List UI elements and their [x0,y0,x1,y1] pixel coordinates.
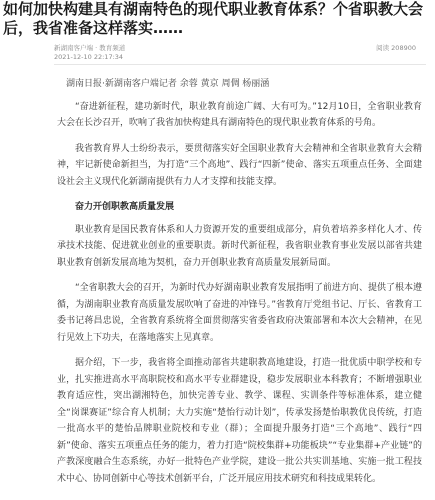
article-meta [54,44,426,61]
paragraph: 据介绍，下一步，我省将全面推动部省共建职教高地建设，打造一批优质中职学校和专业，扎实推进高水平高职院校和高水平专业群建设，稳步发展职业本科教育；不断增强职业教育适应性，突出湖湘特色，加快完善专业、教学、课程、实训条件等标准体系，建立健全“岗课赛证”综合育人机制；大力实施“楚怡行动计划”，传承发扬楚怡职教优良传统，打造一批高水平的楚怡品牌职业院校和专业（群）；全面提升服务打造“三个高地”、践行“四新”使命、落实五项重点任务的能力，着力打造“院校集群+功能板块”“专业集群+产业链”的产教深度融合生态系统，办好一批特色产业学院，建设一批公共实训基地、实施一批工程技术中心、协同创新中心等技术创新平台，广泛开展应用技术研究和科技成果转化。 [57,358,422,484]
view-count: 阅读 208900 [376,44,416,52]
paragraph: 我省教育界人士纷纷表示，要贯彻落实好全国职业教育大会精神和全省职业教育大会精神，牢记新使命新担当，为打造“三个高地”、践行“四新”使命、落实五项重点任务、全面建设社会主义现代化新湖南提供有力人才支撑和技能支撑。 [57,143,422,187]
divider [54,64,426,65]
article-body [57,76,422,496]
paragraph: 职业教育是国民教育体系和人力资源开发的重要组成部分，肩负着培养多样化人才、传承技术技能、促进就业创业的重要职责。新时代新征程，我省职业教育事业发展以部省共建职业教育创新发展高地为契机，奋力开创职业教育高质量发展新局面。 [57,224,422,268]
article-source: 新湖南客户端 · 教育频道 [54,44,126,52]
section-heading: 奋力开创职教高质量发展 [75,202,175,212]
article-title: 如何加快构建具有湖南特色的现代职业教育体系？个省职教大会后，我省准备这样落实…… [3,0,424,37]
paragraph: “全省职教大会的召开，为新时代办好湖南职业教育发展指明了前进方向、提供了根本遵循，为湖南职业教育高质量发展吹响了奋进的冲锋号。”省教育厅党组书记、厅长、省教育工委书记蒋昌忠说，全省教育系统将全面贯彻落实省委省政府决策部署和本次大会精神，在见行见效上下功夫，在落地落实上见真章。 [57,283,422,343]
publish-time: 2021-12-10 22:17:34 [54,53,124,61]
paragraph: “奋进新征程，建功新时代，职业教育前途广阔、大有可为。”12月10日，全省职业教育大会在长沙召开，吹响了我省加快构建具有湖南特色的现代职业教育体系的号角。 [57,101,422,128]
article-byline: 湖南日报·新湖南客户端记者 余蓉 黄京 周倜 杨丽涵 [66,79,270,89]
